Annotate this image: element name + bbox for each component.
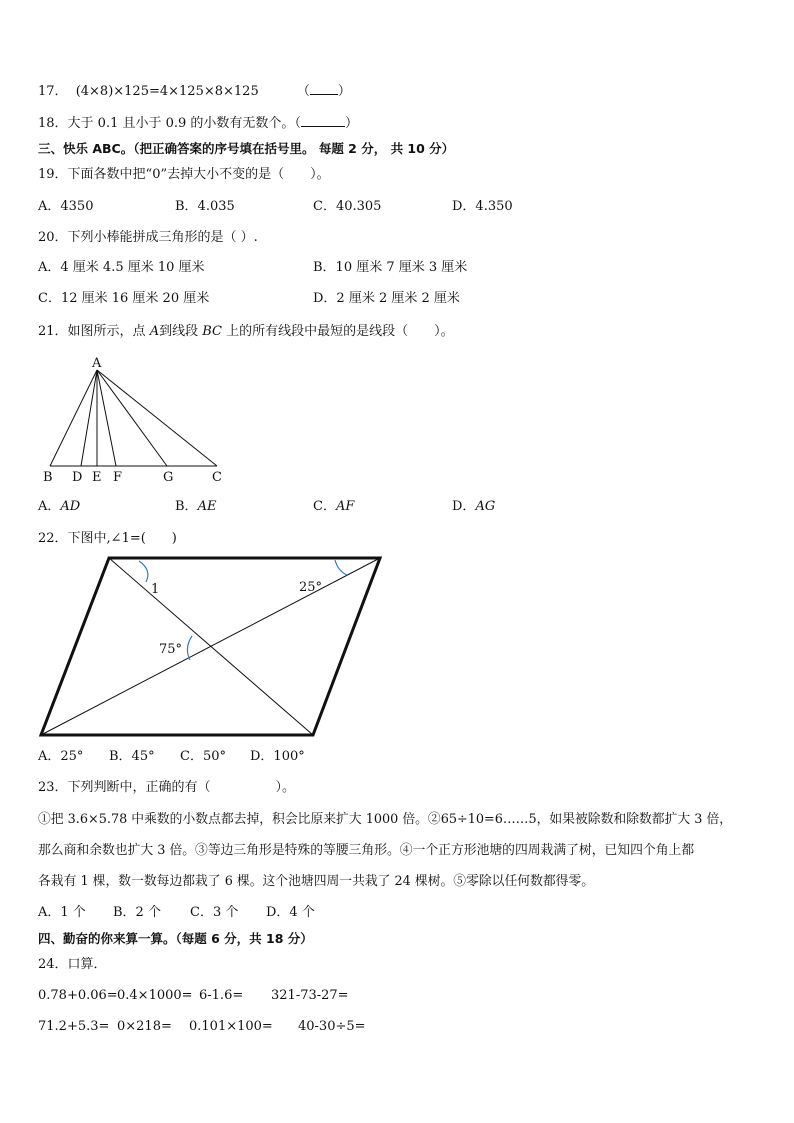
q22-option-a[interactable]: A．25° xyxy=(38,749,84,764)
label-f: F xyxy=(113,470,123,485)
calc-4: 321-73-27= xyxy=(271,988,349,1003)
q22-option-d[interactable]: D．100° xyxy=(250,749,305,764)
angle-1-label: 1 xyxy=(151,582,160,597)
q19-option-a[interactable]: A．4350 xyxy=(38,199,94,214)
label-c: C xyxy=(212,470,222,485)
q19-option-c[interactable]: C．40.305 xyxy=(313,199,382,214)
q23-statement-line-3: 各栽有 1 棵，数一数每边都栽了 6 棵。这个池塘四周一共栽了 24 棵树。⑤零除以任何数都得零。 xyxy=(38,874,595,889)
q22-option-c[interactable]: C．50° xyxy=(180,749,226,764)
q21-option-b[interactable]: B．AE xyxy=(175,499,217,514)
question-19-stem: 19．下面各数中把“0”去掉大小不变的是（ ）。 xyxy=(38,167,330,182)
q23-option-a[interactable]: A．1 个 xyxy=(38,905,86,920)
q19-option-d[interactable]: D．4.350 xyxy=(452,199,513,214)
calc-3: 6-1.6= xyxy=(199,988,244,1003)
q21-option-c[interactable]: C．AF xyxy=(313,499,355,514)
q20-option-b[interactable]: B．10 厘米 7 厘米 3 厘米 xyxy=(313,260,468,275)
calc-7: 0.101×100= xyxy=(189,1019,273,1034)
angle-25-label: 25° xyxy=(299,580,323,595)
label-a: A xyxy=(92,356,102,371)
q20-option-a[interactable]: A．4 厘米 4.5 厘米 10 厘米 xyxy=(38,260,205,275)
calc-5: 71.2+5.3= xyxy=(38,1019,110,1034)
question-20-stem: 20．下列小棒能拼成三角形的是（ ）. xyxy=(38,230,258,245)
q23-option-d[interactable]: D．4 个 xyxy=(266,905,315,920)
calc-6: 0×218= xyxy=(117,1019,172,1034)
q20-option-c[interactable]: C．12 厘米 16 厘米 20 厘米 xyxy=(38,291,210,306)
label-b: B xyxy=(43,470,53,485)
calc-1: 0.78+0.06= xyxy=(38,988,118,1003)
q19-option-b[interactable]: B．4.035 xyxy=(175,199,235,214)
question-18: 18．大于 0.1 且小于 0.9 的小数有无数个。（ ） xyxy=(38,116,358,131)
label-d: D xyxy=(72,470,83,485)
question-22-stem: 22．下图中,∠1=( ) xyxy=(38,531,177,546)
calc-2: 0.4×1000= xyxy=(117,988,193,1003)
angle-75-label: 75° xyxy=(159,642,183,657)
q21-option-a[interactable]: A．AD xyxy=(38,499,81,514)
section-4-title: 四、勤奋的你来算一算。（每题 6 分，共 18 分） xyxy=(38,931,313,946)
q23-statement-line-2: 那么商和余数也扩大 3 倍。③等边三角形是特殊的等腰三角形。④一个正方形池塘的四周栽满了树，已知四个角上都 xyxy=(38,843,695,858)
question-21-stem: 21．如图所示，点 A到线段 BC 上的所有线段中最短的是线段（ ）。 xyxy=(38,324,454,339)
question-17: 17． (4×8)×125=4×125×8×125 （ ） xyxy=(38,84,351,99)
q22-option-b[interactable]: B．45° xyxy=(109,749,155,764)
question-24-stem: 24．口算． xyxy=(38,957,107,972)
question-23-stem: 23．下列判断中，正确的有（ ）。 xyxy=(38,780,296,795)
label-e: E xyxy=(92,470,102,485)
q23-option-c[interactable]: C．3 个 xyxy=(190,905,239,920)
q17-text: (4×8)×125=4×125×8×125 xyxy=(75,84,259,99)
section-3-title: 三、快乐 ABC。（把正确答案的序号填在括号里。 每题 2 分， 共 10 分） xyxy=(38,141,455,156)
calc-8: 40-30÷5= xyxy=(298,1019,366,1034)
q18-text: 大于 0.1 且小于 0.9 的小数有无数个。 xyxy=(67,116,295,131)
q20-option-d[interactable]: D．2 厘米 2 厘米 2 厘米 xyxy=(313,291,460,306)
q21-option-d[interactable]: D．AG xyxy=(452,499,496,514)
label-g: G xyxy=(163,470,174,485)
q23-statement-line-1: ①把 3.6×5.78 中乘数的小数点都去掉，积会比原来扩大 1000 倍。②65÷10=6……5，如果被除数和除数都扩大 3 倍， xyxy=(38,812,733,827)
q23-option-b[interactable]: B．2 个 xyxy=(113,905,161,920)
